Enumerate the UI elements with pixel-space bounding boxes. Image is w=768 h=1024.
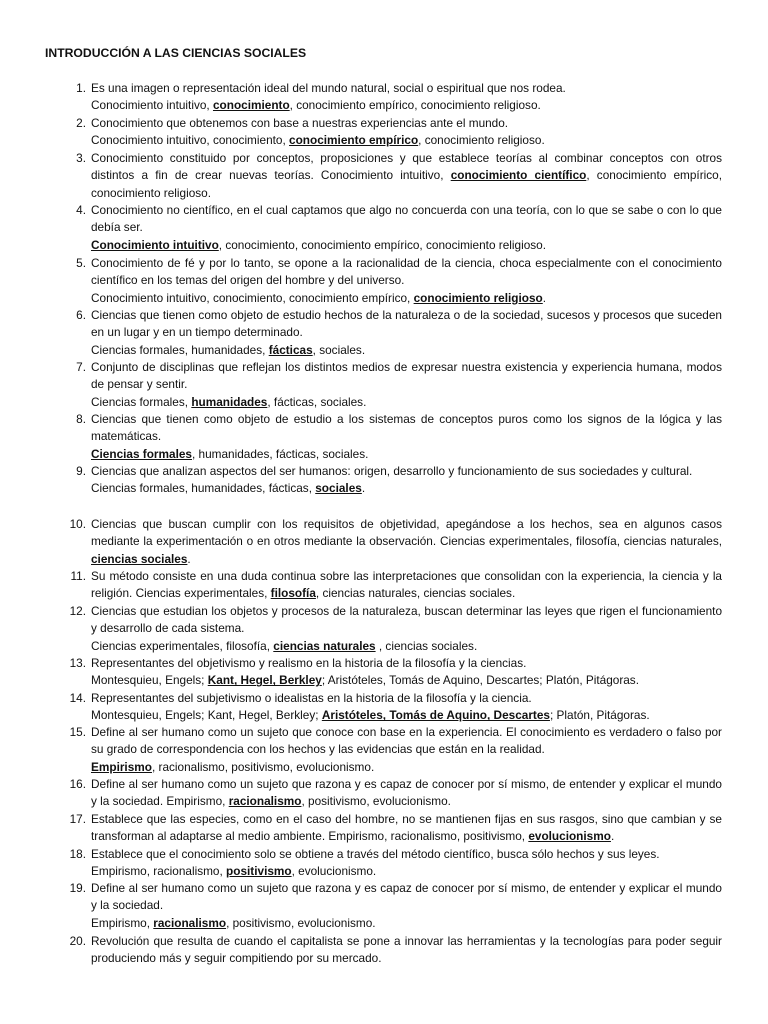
item-question [91,846,722,863]
item-question [91,811,722,846]
item-text: , ciencias naturales, ciencias sociales. [315,586,516,601]
highlighted-answer: ciencias sociales [91,551,188,566]
item-text: Conocimiento intuitivo, conocimiento, conocimiento empírico, [91,290,414,305]
list-item [66,690,722,725]
list-item [66,202,722,254]
item-body [91,690,722,725]
item-text: Establece que el conocimiento solo se obtiene a través del método científico, busca sólo hechos y sus leyes. [91,847,660,861]
item-text: Es una imagen o representación ideal del mundo natural, social o espiritual que nos rodea. [91,81,566,95]
item-number: 16. [69,777,86,791]
item-question [91,776,722,811]
item-text: Ciencias experimentales, filosofía, [91,638,274,653]
item-body [91,933,722,968]
highlighted-answer: Empirismo [91,759,152,774]
item-number: 8. [76,412,86,426]
highlighted-answer: fácticas [268,342,313,357]
item-text: Su método consiste en una duda continua sobre las interpretaciones que consolidan con la experiencia, la ciencia y la religión. Ciencias experimentales, [91,569,722,601]
item-question [91,202,722,237]
item-text: Conocimiento de fé y por lo tanto, se opone a la racionalidad de la ciencia, choca especialmente con el conocimiento científico en los temas del origen del hombre y del universo. [91,256,722,288]
item-number: 18. [69,847,86,861]
item-question [91,80,722,97]
item-body [91,880,722,932]
item-question [91,411,722,446]
item-text: Ciencias que buscan cumplir con los requisitos de objetividad, apegándose a los hechos, sea en algunos casos mediante la experimentación o en otros mediante la observación. Ciencias experimentales, filosofía, ciencias naturales, [91,517,722,549]
item-text: , conocimiento empírico, conocimiento religioso. [289,98,541,113]
item-body [91,603,722,655]
item-answer-options [91,480,722,497]
item-body [91,846,722,881]
item-question [91,690,722,707]
item-answer-options [91,759,722,776]
highlighted-answer: Aristóteles, Tomás de Aquino, Descartes [321,708,550,723]
item-number: 2. [76,116,86,130]
item-question [91,115,722,132]
item-number: 1. [76,81,86,95]
item-text: Define al ser humano como un sujeto que razona y es capaz de conocer por sí mismo, de entender y explicar el mundo y la sociedad. Empirismo, [91,777,722,809]
item-text: ; Platón, Pitágoras. [549,708,650,723]
item-question [91,307,722,342]
item-answer-options [91,342,722,359]
item-text: Montesquieu, Engels; [91,673,208,688]
item-text: Ciencias que tienen como objeto de estudio a los sistemas de conceptos puros como los signos de la lógica y las matemáticas. [91,412,722,444]
list-item [66,880,722,932]
item-number: 15. [69,725,86,739]
list-item [66,463,722,498]
item-body [91,202,722,254]
item-text: Empirismo, racionalismo, [91,864,227,879]
item-question [91,724,722,759]
list-item [66,516,722,568]
item-text: , fácticas, sociales. [267,394,367,409]
item-body [91,150,722,202]
item-number: 6. [76,308,86,322]
item-body [91,115,722,150]
item-text: Conocimiento constituido por conceptos, proposiciones y que establece teorías al combinar conceptos con otros distintos a fin de crear nuevas teorías. Conocimiento intuitivo, [91,151,722,183]
highlighted-answer: evolucionismo [528,829,611,844]
item-question [91,255,722,290]
item-text: Revolución que resulta de cuando el capitalista se pone a innovar las herramientas y la tecnologías para poder seguir produciendo más y seguir compitiendo por su mercado. [91,934,722,966]
item-question [91,463,722,480]
item-body [91,255,722,307]
highlighted-answer: conocimiento empírico [289,133,419,148]
highlighted-answer: positivismo [226,864,292,879]
item-text: , sociales. [312,342,366,357]
highlighted-answer: Ciencias formales [91,446,192,461]
list-item [66,115,722,150]
item-text: . [610,829,615,844]
item-number: 5. [76,256,86,270]
item-answer-options [91,446,722,463]
highlighted-answer: conocimiento religioso [413,290,543,305]
list-item [66,846,722,881]
list-item [66,811,722,846]
item-question [91,516,722,568]
item-text: Conocimiento no científico, en el cual captamos que algo no concuerda con una teoría, con lo que se sabe o con lo que debía ser. [91,203,722,235]
item-number: 17. [69,812,86,826]
highlighted-answer: ciencias naturales [273,638,376,653]
item-text: , humanidades, fácticas, sociales. [191,446,369,461]
item-text: , ciencias sociales. [375,638,478,653]
item-text: , positivismo, evolucionismo. [301,794,451,809]
item-number: 11. [70,569,86,583]
highlighted-answer: humanidades [191,394,268,409]
item-text: , conocimiento, conocimiento empírico, conocimiento religioso. [218,237,546,252]
item-question [91,655,722,672]
list-item [66,411,722,463]
item-text: , racionalismo, positivismo, evolucionismo. [151,759,375,774]
highlighted-answer: conocimiento [212,98,290,113]
item-answer-options [91,638,722,655]
item-text: Representantes del objetivismo y realismo en la historia de la filosofía y la ciencias. [91,656,527,670]
item-answer-options [91,237,722,254]
item-answer-options [91,290,722,307]
item-number: 19. [69,881,86,895]
item-number: 10. [69,517,86,531]
list-item [66,933,722,968]
list-item [66,150,722,202]
item-text: Conjunto de disciplinas que reflejan los distintos medios de expresar nuestra existencia y experiencia humana, modos de pensar y sentir. [91,360,722,392]
item-answer-options [91,672,722,689]
list-item [66,307,722,359]
item-number: 12. [69,604,86,618]
item-question [91,359,722,394]
item-text: Representantes del subjetivismo o idealistas en la historia de la filosofía y la ciencia. [91,691,532,705]
item-answer-options [91,707,722,724]
item-text: Ciencias formales, humanidades, fácticas, [91,481,316,496]
item-text: Ciencias formales, [91,394,192,409]
item-text: Conocimiento que obtenemos con base a nuestras experiencias ante el mundo. [91,116,509,130]
item-number: 3. [76,151,86,165]
item-answer-options [91,394,722,411]
item-text: Empirismo, [91,915,154,930]
item-text: Ciencias que estudian los objetos y procesos de la naturaleza, buscan determinar las leyes que rigen el funcionamiento y desarrollo de cada sistema. [91,604,722,636]
item-answer-options [91,863,722,880]
item-text: Conocimiento intuitivo, conocimiento, [91,133,290,148]
item-question [91,880,722,915]
item-text: Conocimiento intuitivo, [91,98,213,113]
list-item [66,776,722,811]
highlighted-answer: racionalismo [228,794,302,809]
item-text: Define al ser humano como un sujeto que razona y es capaz de conocer por sí mismo, de entender y explicar el mundo y la sociedad. [91,881,722,913]
item-body [91,568,722,603]
item-body [91,359,722,411]
item-body [91,811,722,846]
item-number: 7. [76,360,86,374]
item-text: , positivismo, evolucionismo. [226,915,376,930]
list-item [66,724,722,776]
item-text: ; Aristóteles, Tomás de Aquino, Descartes; Platón, Pitágoras. [321,673,639,688]
item-text: . [542,290,547,305]
item-text: Define al ser humano como un sujeto que conoce con base en la experiencia. El conocimiento es verdadero o falso por su grado de correspondencia con los hechos y las evidencias que están en la realidad. [91,725,722,757]
item-text: . [187,551,191,566]
list-item [66,255,722,307]
item-question [91,933,722,968]
item-text: Ciencias que analizan aspectos del ser humanos: origen, desarrollo y funcionamiento de sus sociedades y cultural. [91,464,693,478]
item-number: 20. [69,934,86,948]
highlighted-answer: Conocimiento intuitivo [91,237,219,252]
list-item [66,568,722,603]
item-number: 4. [76,203,86,217]
item-question [91,150,722,202]
item-text: Ciencias formales, humanidades, [91,342,269,357]
list-item [66,603,722,655]
item-body [91,80,722,115]
item-answer-options [91,132,722,149]
item-answer-options [91,915,722,932]
item-text: , conocimiento religioso. [418,133,545,148]
item-question [91,568,722,603]
item-body [91,655,722,690]
highlighted-answer: sociales [315,481,362,496]
item-body [91,516,722,568]
highlighted-answer: Kant, Hegel, Berkley [207,673,322,688]
item-body [91,776,722,811]
document-title: INTRODUCCIÓN A LAS CIENCIAS SOCIALES [45,46,307,60]
item-body [91,411,722,463]
item-text: . [361,481,366,496]
item-number: 14. [69,691,86,705]
highlighted-answer: filosofía [270,586,316,601]
highlighted-answer: conocimiento científico [450,168,587,183]
item-number: 9. [76,464,86,478]
item-text: Montesquieu, Engels; Kant, Hegel, Berkley; [91,708,322,723]
item-text: , evolucionismo. [291,864,377,879]
highlighted-answer: racionalismo [153,915,227,930]
item-question [91,603,722,638]
list-item [66,359,722,411]
item-text: Ciencias que tienen como objeto de estudio hechos de la naturaleza o de la sociedad, sucesos y procesos que suceden en un lugar y en un tiempo determinado. [91,308,722,340]
list-item [66,80,722,115]
item-text: Establece que las especies, como en el caso del hombre, no se mantienen fijas en sus rasgos, sino que cambian y se transforman al adaptarse al medio ambiente. Empirismo, racionalismo, positivismo, [91,812,722,844]
item-answer-options [91,97,722,114]
item-body [91,724,722,776]
list-item [66,655,722,690]
item-text: , conocimiento empírico, conocimiento religioso. [91,168,722,200]
item-number: 13. [69,656,86,670]
item-body [91,307,722,359]
item-body [91,463,722,498]
